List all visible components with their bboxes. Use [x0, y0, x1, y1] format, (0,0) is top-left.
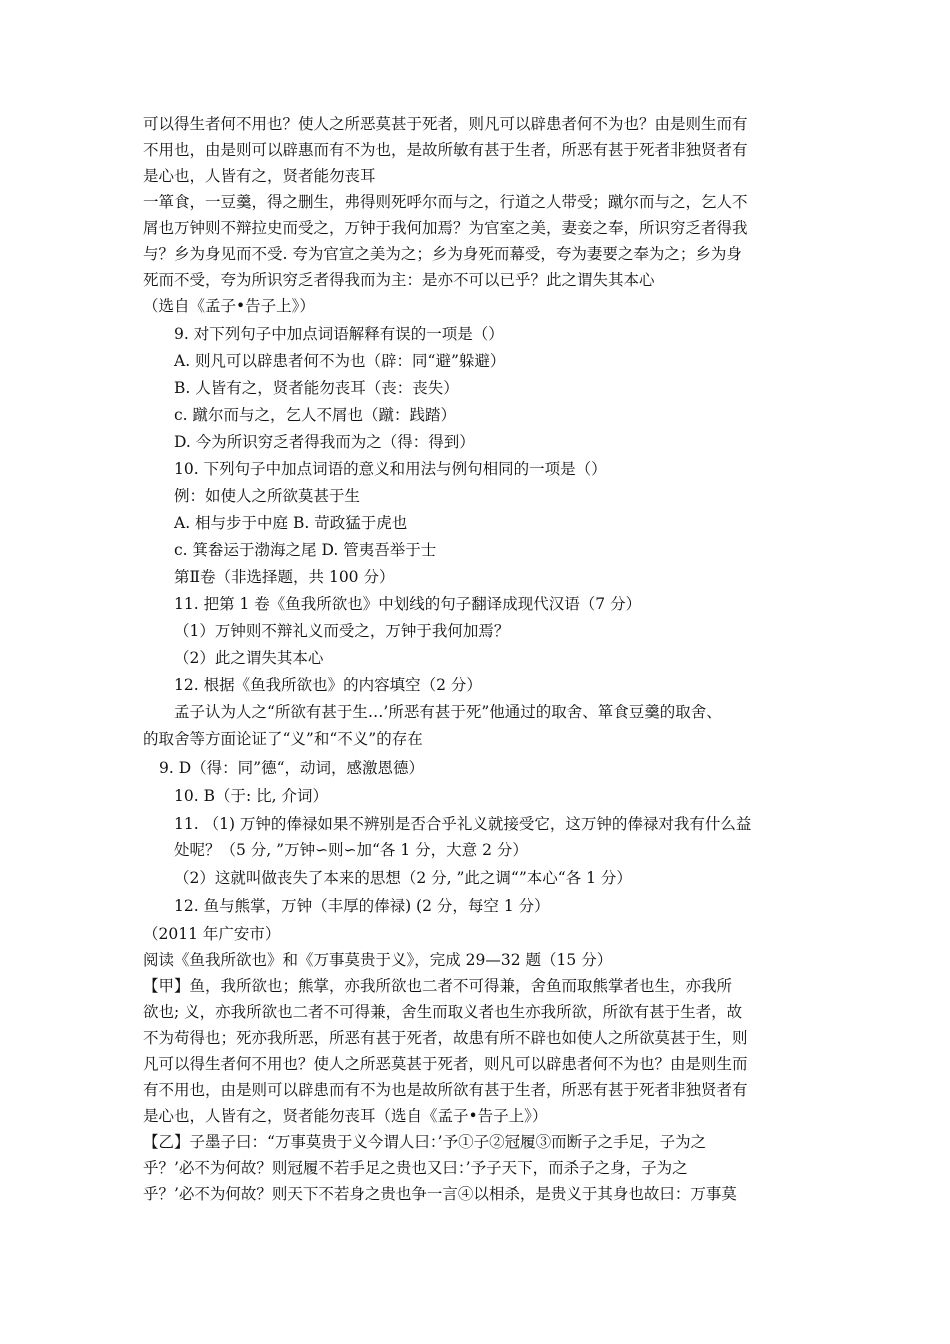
answer-12: 12. 鱼与熊掌，万钟（丰厚的俸禄) (2 分，每空 1 分） — [174, 897, 550, 915]
exam-source: （2011 年广安市） — [143, 925, 281, 943]
text-line: 不用也，由是则可以辟惠而有不为也，是故所敏有甚于生者，所恶有甚于死者非独贤者有 — [143, 141, 748, 159]
answer-11-part-2: （2）这就叫做丧失了本来的思想（2 分, ”此之调“”本心“各 1 分） — [174, 869, 632, 887]
answer-11: 处呢？（5 分, ”万钟∽则∽加“各 1 分，大意 2 分） — [174, 841, 528, 859]
text-line: 死而不受，夸为所识穷乏者得我而为主：是亦不可以已乎？此之谓失其本心 — [143, 271, 655, 289]
answer-9: 9. D（得：同”德“，动词，感激恩德） — [159, 759, 424, 777]
question-9: 9. 对下列句子中加点词语解释有误的一项是（） — [174, 325, 504, 343]
question-12-text: 的取舍等方面论证了“义”和“不义”的存在 — [143, 730, 423, 748]
question-10-example: 例：如使人之所欲莫甚于生 — [174, 487, 361, 505]
question-10-options-ab: A. 相与步于中庭 B. 苛政猛于虎也 — [174, 514, 408, 532]
answer-11: 11. （1) 万钟的俸禄如果不辨别是否合乎礼义就接受它，这万钟的俸禄对我有什么益 — [174, 815, 752, 833]
question-12: 12. 根据《鱼我所欲也》的内容填空（2 分） — [174, 676, 482, 694]
text-line: 屑也万钟则不辩拉史而受之，万钟于我何加焉？为官室之美，妻妾之奉，所识穷乏者得我 — [143, 219, 748, 237]
reading-instructions: 阅读《鱼我所欲也》和《万事莫贵于义》，完成 29—32 题（15 分） — [143, 951, 613, 969]
question-12-text: 孟子认为人之“所欲有甚于生…’所恶有甚于死”他通过的取舍、箪食豆羹的取舍、 — [174, 703, 722, 721]
passage-b: 乎？’必不为何故？则天下不若身之贵也争一言④以相杀，是贵义于其身也故曰：万事莫 — [143, 1185, 737, 1203]
passage-a: 不为苟得也；死亦我所恶，所恶有甚于死者，故患有所不辟也如使人之所欲莫甚于生，则 — [143, 1029, 748, 1047]
text-line: 是心也，人皆有之，贤者能勿丧耳 — [143, 167, 376, 185]
question-9-option-d: D. 今为所识穷乏者得我而为之（得：得到） — [174, 433, 475, 451]
question-10: 10. 下列句子中加点词语的意义和用法与例句相同的一项是（） — [174, 460, 607, 478]
question-11: 11. 把第 1 卷《鱼我所欲也》中划线的句子翻译成现代汉语（7 分） — [174, 595, 642, 613]
question-11-part-2: （2）此之谓失其本心 — [174, 649, 324, 667]
passage-a: 有不用也，由是则可以辟患而有不为也是故所欲有甚于生者，所恶有甚于死者非独贤者有 — [143, 1081, 748, 1099]
passage-a: 欲也; 义，亦我所欲也二者不可得兼，舍生而取义者也生亦我所欲，所欲有甚于生者，故 — [143, 1003, 743, 1021]
section-heading: 第Ⅱ卷（非选择题，共 100 分） — [174, 568, 395, 586]
question-10-options-cd: c. 箕畚运于渤海之尾 D. 管夷吾举于士 — [174, 541, 437, 559]
question-11-part-1: （1）万钟则不辩礼义而受之，万钟于我何加焉？ — [174, 622, 510, 640]
passage-b: 【乙】子墨子曰：“万事莫贵于义今谓人曰：’予①子②冠履③而断子之手足，子为之 — [143, 1133, 707, 1151]
question-9-option-c: c. 蹴尔而与之，乞人不屑也（蹴：践踏） — [174, 406, 457, 424]
question-9-option-b: B. 人皆有之，贤者能勿丧耳（丧：丧失） — [174, 379, 459, 397]
passage-a: 凡可以得生者何不用也？使人之所恶莫甚于死者，则凡可以辟患者何不为也？由是则生而 — [143, 1055, 748, 1073]
question-9-option-a: A. 则凡可以辟患者何不为也（辟：同“避”躲避） — [174, 352, 506, 370]
passage-b: 乎？’必不为何故？则冠履不若手足之贵也又曰：’予子天下，而杀子之身，子为之 — [143, 1159, 688, 1177]
passage-a: 【甲】鱼，我所欲也；熊掌，亦我所欲也二者不可得兼，舍鱼而取熊掌者也生，亦我所 — [143, 977, 733, 995]
answer-10: 10. B（于: 比, 介词） — [174, 787, 328, 805]
text-line: 与？乡为身见而不受. 夸为官宣之美为之；乡为身死而幕受，夸为妻要之奉为之；乡为身 — [143, 245, 742, 263]
passage-a: 是心也，人皆有之，贤者能勿丧耳（选自《孟子•告子上》） — [143, 1107, 548, 1125]
source-citation: （选自《孟子•告子上》） — [143, 297, 315, 315]
text-line: 一箪食，一豆羹，得之删生，弗得则死呼尔而与之，行道之人带受；蹴尔而与之，乞人不 — [143, 193, 748, 211]
text-line: 可以得生者何不用也？使人之所恶莫甚于死者，则凡可以辟患者何不为也？由是则生而有 — [143, 115, 748, 133]
